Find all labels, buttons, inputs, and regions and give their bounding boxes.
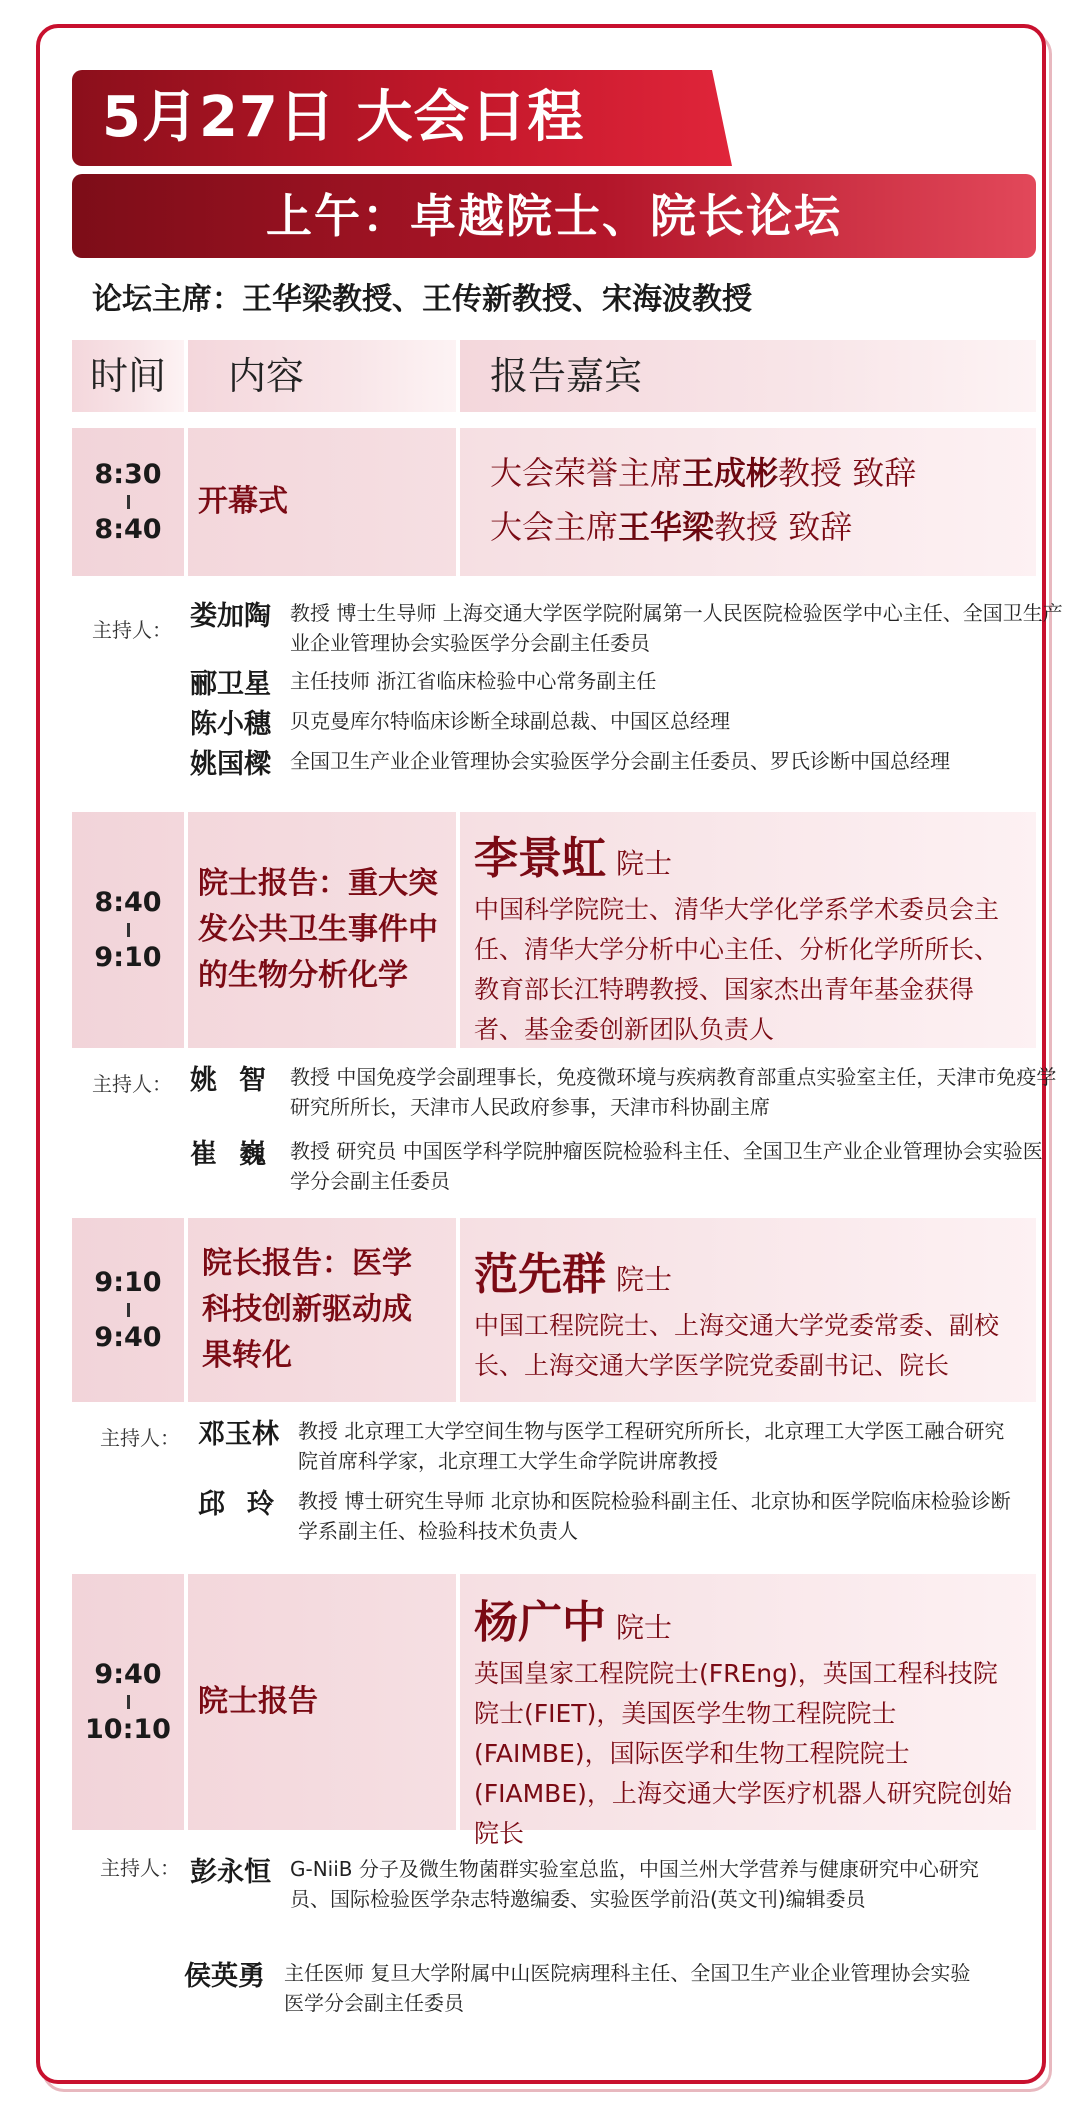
host-name: 崔巍 <box>190 1139 288 1170</box>
session-2-topic <box>198 812 448 1048</box>
header-time <box>72 340 184 412</box>
host-name: 姚国樑 <box>190 749 271 780</box>
topic-text: 院长报告：医学科技创新驱动成果转化 <box>202 1246 412 1373</box>
session-4-topic <box>198 1574 448 1830</box>
topic-text: 开幕式 <box>198 484 288 519</box>
session-1-opening <box>490 446 916 554</box>
host-desc: G-NiiB 分子及微生物菌群实验室总监，中国兰州大学营养与健康研究中心研究员、国际检验医学杂志特邀编委、实验医学前沿(英文刊)编辑委员 <box>290 1857 979 1911</box>
session-title: 上午：卓越院士、院长论坛 <box>266 189 842 243</box>
host-row <box>198 1482 1018 1546</box>
host-row <box>190 1850 1010 1914</box>
header-content-label: 内容 <box>228 354 305 398</box>
host-row <box>198 1412 1018 1476</box>
host-row <box>190 1132 1050 1196</box>
time-start: 8:30 <box>94 459 162 490</box>
host-name: 陈小穗 <box>190 709 271 740</box>
host-desc: 教授 博士研究生导师 北京协和医院检验科副主任、北京协和医学院临床检验诊断学系副主任、检验科技术负责人 <box>298 1489 1011 1543</box>
time-separator <box>127 923 130 937</box>
host-desc: 主任技师 浙江省临床检验中心常务副主任 <box>290 669 657 693</box>
host-row <box>190 662 1070 701</box>
session-3-time <box>72 1218 184 1402</box>
speaker-title: 院士 <box>616 847 673 880</box>
opening-role: 大会主席 <box>490 508 619 546</box>
session-2-time <box>72 812 184 1048</box>
forum-chairs: 论坛主席：王华梁教授、王传新教授、宋海波教授 <box>92 282 752 317</box>
opening-line-2 <box>490 500 916 554</box>
host-label: 主持人： <box>92 618 172 642</box>
column-divider <box>184 1218 188 1402</box>
header-time-label: 时间 <box>89 354 166 398</box>
session-4-time <box>72 1574 184 1830</box>
time-end: 9:40 <box>94 1322 162 1353</box>
host-row <box>190 594 1070 658</box>
time-start: 9:40 <box>94 1659 162 1690</box>
time-separator <box>127 495 130 509</box>
host-row <box>184 1954 984 2018</box>
time-end: 8:40 <box>94 514 162 545</box>
host-desc: 贝克曼库尔特临床诊断全球副总裁、中国区总经理 <box>290 709 730 733</box>
host-desc: 全国卫生产业企业管理协会实验医学分会副主任委员、罗氏诊断中国总经理 <box>290 749 950 773</box>
host-row <box>190 702 1070 741</box>
opening-action: 教授 致辞 <box>778 454 917 492</box>
opening-role: 大会荣誉主席 <box>490 454 683 492</box>
host-desc: 教授 北京理工大学空间生物与医学工程研究所所长，北京理工大学医工融合研究院首席科学家，北京理工大学生命学院讲席教授 <box>298 1419 1005 1473</box>
session-3-speaker <box>474 1238 1014 1386</box>
speaker-title: 院士 <box>616 1611 673 1644</box>
opening-line-1 <box>490 446 916 500</box>
host-label: 主持人： <box>100 1426 180 1450</box>
session-3-topic <box>202 1218 432 1402</box>
column-divider <box>184 812 188 1048</box>
time-separator <box>127 1695 130 1709</box>
time-start: 8:40 <box>94 887 162 918</box>
host-row <box>190 742 970 781</box>
column-divider <box>184 1574 188 1830</box>
header-speakers <box>460 340 1036 412</box>
host-name: 姚智 <box>190 1065 288 1096</box>
time-end: 10:10 <box>85 1714 171 1745</box>
host-name: 彭永恒 <box>190 1857 271 1888</box>
host-desc: 教授 中国免疫学会副理事长，免疫微环境与疾病教育部重点实验室主任，天津市免疫学研究所所长，天津市人民政府参事，天津市科协副主席 <box>290 1065 1057 1119</box>
speaker-name: 范先群 <box>474 1249 606 1300</box>
header-content <box>188 340 456 412</box>
column-divider <box>456 812 460 1048</box>
host-name: 娄加陶 <box>190 601 271 632</box>
speaker-desc: 中国科学院院士、清华大学化学系学术委员会主任、清华大学分析中心主任、分析化学所所长、教育部长江特聘教授、国家杰出青年基金获得者、基金委创新团队负责人 <box>474 895 1000 1044</box>
opening-person: 王成彬 <box>682 454 779 492</box>
column-divider <box>456 428 460 576</box>
speaker-name: 杨广中 <box>474 1597 606 1648</box>
column-divider <box>184 428 188 576</box>
host-label: 主持人： <box>100 1856 180 1880</box>
topic-text: 院士报告 <box>198 1684 318 1719</box>
session-2-speaker <box>474 822 1014 1050</box>
speaker-name: 李景虹 <box>474 833 606 884</box>
host-desc: 教授 博士生导师 上海交通大学医学院附属第一人民医院检验医学中心主任、全国卫生产业企业管理协会实验医学分会副主任委员 <box>290 601 1063 655</box>
time-end: 9:10 <box>94 942 162 973</box>
column-divider <box>456 1218 460 1402</box>
speaker-title: 院士 <box>616 1263 673 1296</box>
header-speakers-label: 报告嘉宾 <box>490 354 643 398</box>
session-1-topic <box>198 428 448 576</box>
host-row <box>190 1058 1070 1122</box>
speaker-desc: 英国皇家工程院院士(FREng)，英国工程科技院院士(FIET)，美国医学生物工程院院士(FAIMBE)，国际医学和生物工程院院士(FIAMBE)，上海交通大学医疗机器人研究院创始院长 <box>474 1659 1012 1848</box>
opening-action: 教授 致辞 <box>714 508 853 546</box>
opening-person: 王华梁 <box>618 508 715 546</box>
host-name: 郦卫星 <box>190 669 271 700</box>
topic-text: 院士报告：重大突发公共卫生事件中的生物分析化学 <box>198 866 438 993</box>
speaker-desc: 中国工程院院士、上海交通大学党委常委、副校长、上海交通大学医学院党委副书记、院长 <box>474 1311 1000 1380</box>
host-name: 邱玲 <box>198 1489 296 1520</box>
host-desc: 教授 研究员 中国医学科学院肿瘤医院检验科主任、全国卫生产业企业管理协会实验医学分会副主任委员 <box>290 1139 1043 1193</box>
time-separator <box>127 1303 130 1317</box>
host-name: 侯英勇 <box>184 1961 265 1992</box>
column-divider <box>456 1574 460 1830</box>
session-4-speaker <box>474 1586 1022 1854</box>
time-start: 9:10 <box>94 1267 162 1298</box>
date-title: 5月27日 大会日程 <box>102 85 585 150</box>
session-1-time <box>72 428 184 576</box>
host-desc: 主任医师 复旦大学附属中山医院病理科主任、全国卫生产业企业管理协会实验医学分会副主任委员 <box>284 1961 971 2015</box>
host-label: 主持人： <box>92 1072 172 1096</box>
host-name: 邓玉林 <box>198 1419 279 1450</box>
